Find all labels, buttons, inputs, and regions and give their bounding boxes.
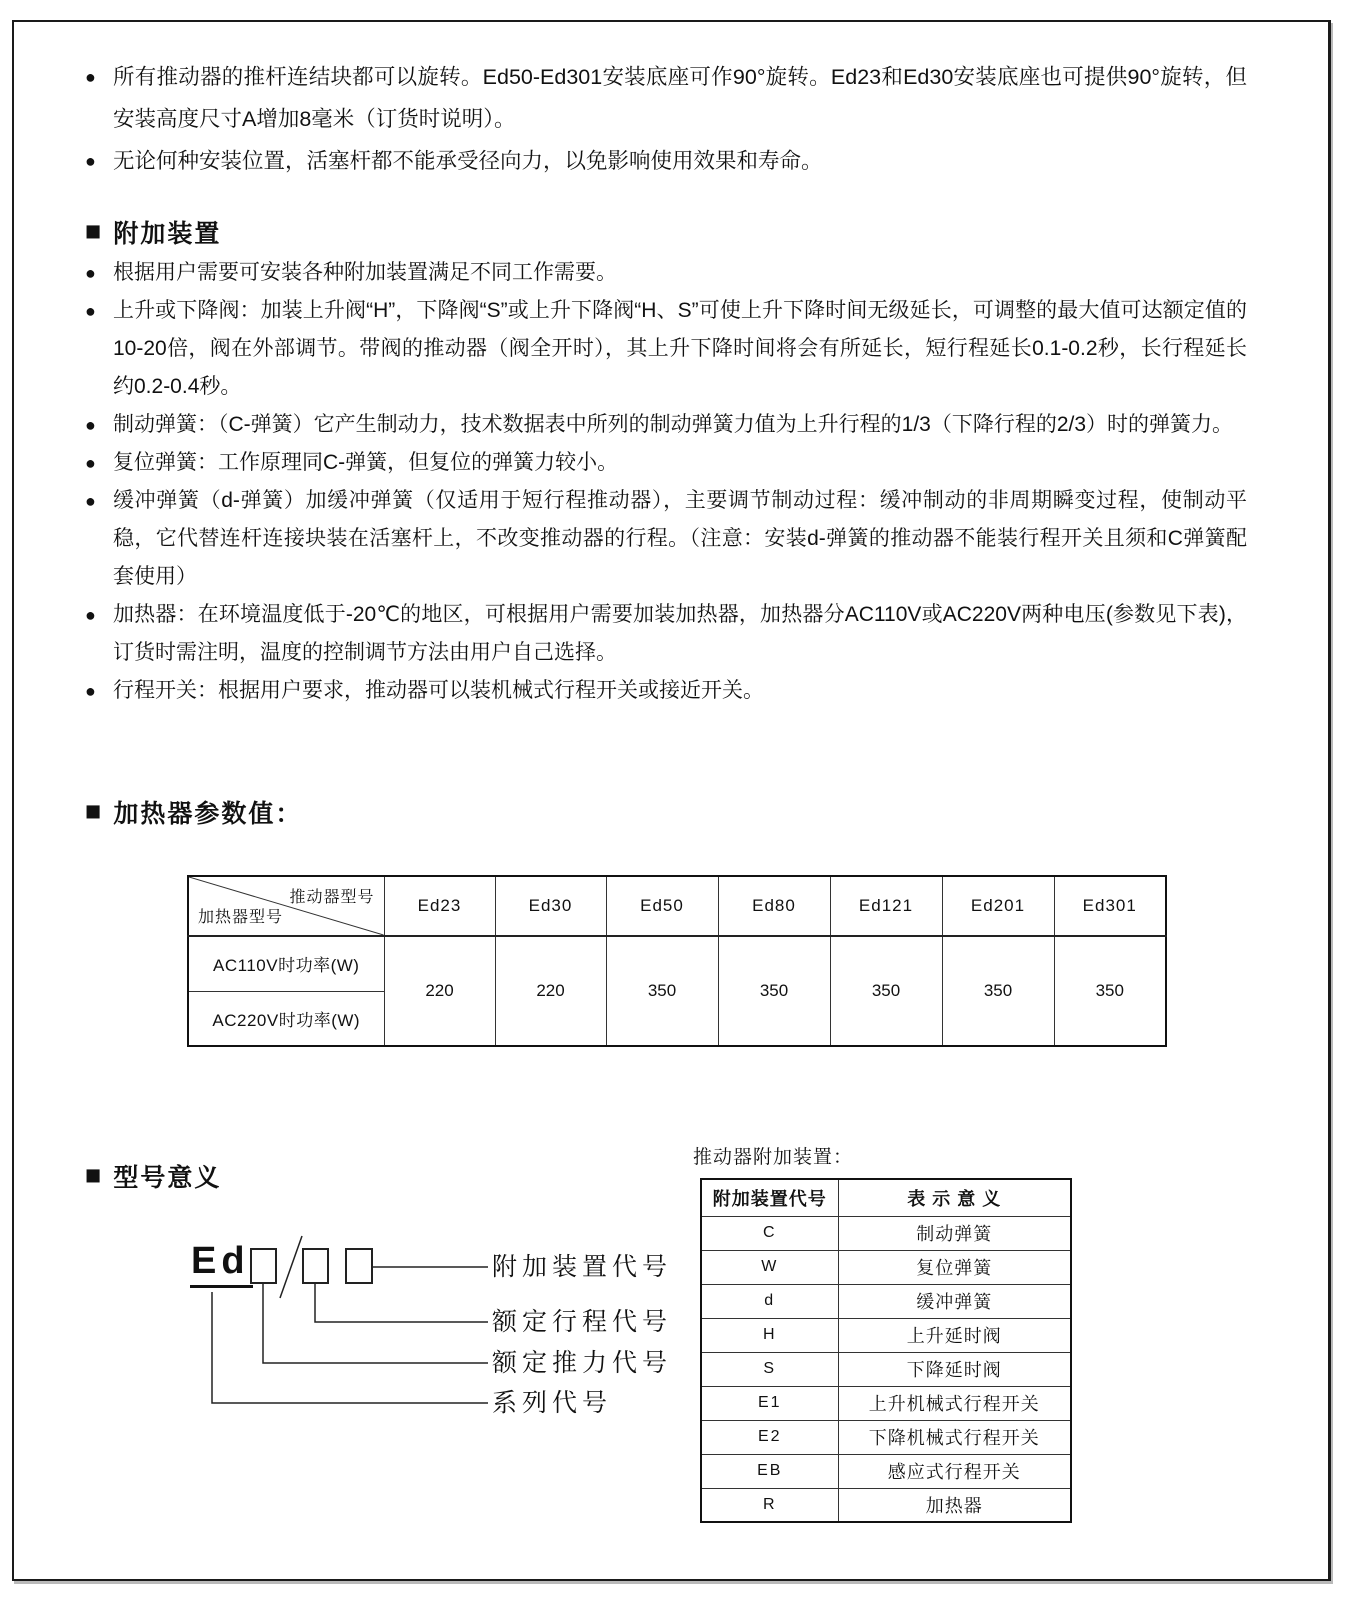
table-cell: 350	[830, 936, 942, 1046]
bullet-icon: ●	[85, 605, 96, 625]
intro-bullet-text-2: 无论何种安装位置，活塞杆都不能承受径向力，以免影响使用效果和寿命。	[113, 149, 823, 173]
accessory-bullet-text-2: 上升或下降阀：加装上升阀“H”，下降阀“S”或上升下降阀“H、S”可使上升下降时间无级延长，可调整的最大值可达额定值的10-20倍，阀在外部调节。带阀的推动器（阀全开时），其上升下降时间将会有所延长，短行程延长0.1-0.2秒，长行程延长约0.2-0.4秒。	[113, 299, 1247, 398]
section-title: 加热器参数值：	[113, 800, 303, 828]
code-cell: d	[701, 1284, 838, 1318]
intro-bullet-list	[85, 56, 1247, 182]
code-cell: H	[701, 1318, 838, 1352]
column-header: Ed121	[830, 876, 942, 936]
accessories-section	[85, 214, 1247, 710]
row-header-ac110v: AC110V时功率(W)	[188, 936, 384, 991]
column-header-code: 附加装置代号	[701, 1179, 838, 1216]
table-row	[701, 1250, 1071, 1284]
accessory-bullet-text-1: 根据用户需要可安装各种附加装置满足不同工作需要。	[113, 261, 617, 284]
section-title: 附加装置	[113, 220, 222, 248]
bullet-icon: ●	[85, 681, 96, 701]
section-header-model	[85, 1158, 1247, 1194]
meaning-cell: 上升机械式行程开关	[838, 1386, 1071, 1420]
bullet-icon: ●	[85, 415, 96, 435]
model-section	[85, 1158, 1247, 1194]
corner-label-actuator-model: 推动器型号	[289, 889, 375, 906]
column-header: Ed301	[1054, 876, 1166, 936]
list-item	[85, 140, 1247, 182]
code-cell: EB	[701, 1454, 838, 1488]
column-header: Ed50	[606, 876, 718, 936]
meaning-cell: 缓冲弹簧	[838, 1284, 1071, 1318]
section-header-heater	[85, 794, 1247, 830]
table-row	[701, 1488, 1071, 1522]
corner-label-heater-model: 加热器型号	[198, 909, 284, 926]
list-item	[85, 406, 1247, 444]
list-item	[85, 56, 1247, 140]
meaning-cell: 加热器	[838, 1488, 1071, 1522]
accessory-bullet-text-3: 制动弹簧：（C-弹簧）它产生制动力，技术数据表中所列的制动弹簧力值为上升行程的1/3（下降行程的2/3）时的弹簧力。	[113, 413, 1234, 436]
table-row	[701, 1352, 1071, 1386]
meaning-cell: 下降机械式行程开关	[838, 1420, 1071, 1454]
bullet-icon: ●	[85, 151, 96, 171]
table-cell: 220	[495, 936, 606, 1046]
square-marker-icon: ■	[85, 795, 102, 826]
bullet-icon: ●	[85, 301, 96, 321]
bullet-icon: ●	[85, 263, 96, 283]
bullet-icon: ●	[85, 453, 96, 473]
diagram-label-stroke-code: 额定行程代号	[492, 1308, 673, 1336]
accessory-code-table	[700, 1178, 1072, 1523]
bullet-icon: ●	[85, 67, 96, 87]
diagram-label-series-code: 系列代号	[492, 1389, 613, 1417]
square-marker-icon: ■	[85, 215, 102, 246]
accessory-bullet-text-7: 行程开关：根据用户要求，推动器可以装机械式行程开关或接近开关。	[113, 679, 764, 702]
diagram-label-accessory-code: 附加装置代号	[492, 1253, 673, 1281]
code-cell: R	[701, 1488, 838, 1522]
meaning-cell: 制动弹簧	[838, 1216, 1071, 1250]
row-header-ac220v: AC220V时功率(W)	[188, 991, 384, 1046]
column-header: Ed23	[384, 876, 495, 936]
list-item	[85, 254, 1247, 292]
table-row	[701, 1386, 1071, 1420]
series-prefix-label: Ed	[190, 1240, 253, 1288]
meaning-cell: 复位弹簧	[838, 1250, 1071, 1284]
table-cell: 350	[718, 936, 830, 1046]
accessory-bullet-text-6: 加热器：在环境温度低于-20℃的地区，可根据用户需要加装加热器，加热器分AC110V或AC220V两种电压(参数见下表)，订货时需注明，温度的控制调节方法由用户自己选择。	[113, 603, 1247, 664]
list-item	[85, 292, 1247, 406]
table-row	[701, 1454, 1071, 1488]
square-marker-icon: ■	[85, 1159, 102, 1190]
code-cell: S	[701, 1352, 838, 1386]
intro-bullet-text-1: 所有推动器的推杆连结块都可以旋转。Ed50-Ed301安装底座可作90°旋转。Ed23和Ed30安装底座也可提供90°旋转，但安装高度尺寸A增加8毫米（订货时说明）。	[113, 65, 1247, 131]
diagram-label-thrust-code: 额定推力代号	[492, 1349, 673, 1377]
column-header: Ed30	[495, 876, 606, 936]
table-row	[701, 1318, 1071, 1352]
table-cell: 220	[384, 936, 495, 1046]
list-item	[85, 672, 1247, 710]
meaning-cell: 下降延时阀	[838, 1352, 1071, 1386]
meaning-cell: 上升延时阀	[838, 1318, 1071, 1352]
table-row	[701, 1216, 1071, 1250]
column-header: Ed201	[942, 876, 1054, 936]
list-item	[85, 444, 1247, 482]
code-cell: C	[701, 1216, 838, 1250]
bullet-icon: ●	[85, 491, 96, 511]
table-cell: 350	[606, 936, 718, 1046]
code-cell: E1	[701, 1386, 838, 1420]
table-row	[701, 1284, 1071, 1318]
accessory-bullet-text-5: 缓冲弹簧（d-弹簧）加缓冲弹簧（仅适用于短行程推动器），主要调节制动过程：缓冲制动的非周期瞬变过程，使制动平稳，它代替连杆连接块装在活塞杆上，不改变推动器的行程。（注意：安装d-弹簧的推动器不能装行程开关且须和C弹簧配套使用）	[113, 489, 1247, 588]
code-cell: E2	[701, 1420, 838, 1454]
code-cell: W	[701, 1250, 838, 1284]
list-item	[85, 596, 1247, 672]
accessory-table-caption: 推动器附加装置：	[693, 1147, 854, 1168]
section-title: 型号意义	[113, 1164, 222, 1192]
heater-section	[85, 794, 1247, 830]
section-header-accessories	[85, 214, 1247, 250]
column-header: Ed80	[718, 876, 830, 936]
list-item	[85, 482, 1247, 596]
accessory-bullet-text-4: 复位弹簧：工作原理同C-弹簧，但复位的弹簧力较小。	[113, 451, 619, 474]
column-header-meaning: 表 示 意 义	[838, 1179, 1071, 1216]
table-corner-cell	[188, 876, 384, 936]
table-cell: 350	[942, 936, 1054, 1046]
table-cell: 350	[1054, 936, 1166, 1046]
meaning-cell: 感应式行程开关	[838, 1454, 1071, 1488]
heater-parameters-table	[187, 875, 1167, 1047]
table-row	[701, 1420, 1071, 1454]
